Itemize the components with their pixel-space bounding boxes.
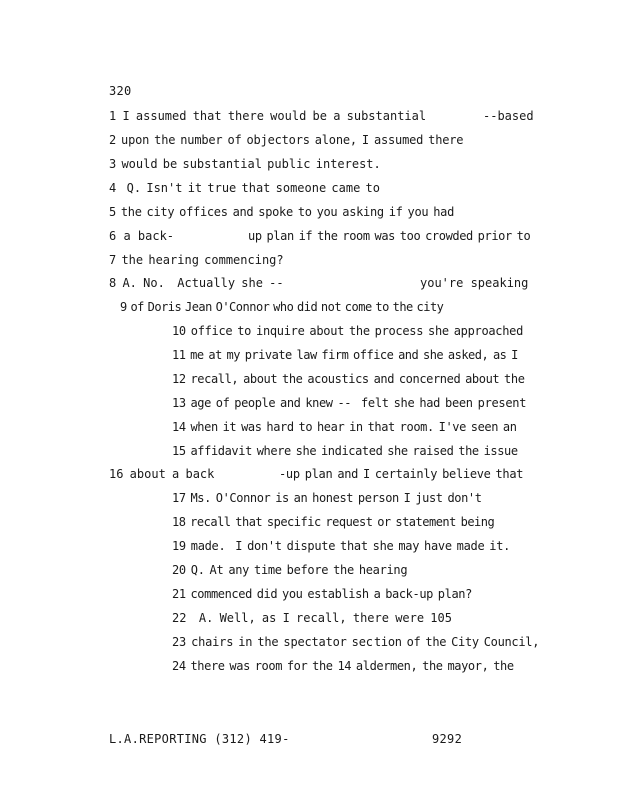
line-1: 1 I assumed that there would be a substantial: [109, 109, 427, 123]
line-11: 11 me at my private law firm office and she asked, as I: [172, 348, 518, 362]
line-4: 4 Q. Isn't it true that someone came to: [109, 181, 380, 195]
line-3: 3 would be substantial public interest.: [109, 157, 381, 171]
line-20: 20 Q. At any time before the hearing: [172, 563, 408, 577]
line-5: 5 the city offices and spoke to you asking if you had: [109, 205, 455, 219]
page-number: 320: [109, 84, 132, 98]
line-8: 8 A. No. Actually she --: [109, 276, 284, 290]
line-21: 21 commenced did you establish a back-up plan?: [172, 587, 472, 601]
line-12: 12 recall, about the acoustics and concerned about the: [172, 372, 525, 386]
line-18: 18 recall that specific request or statement being: [172, 515, 495, 529]
line-17: 17 Ms. O'Connor is an honest person I just don't: [172, 491, 482, 505]
line-23: 23 chairs in the spectator sec: [172, 635, 373, 649]
line-14: 14 when it was hard to hear in that room. I've seen an: [172, 420, 517, 434]
line-24: 24 there was room for the 14 aldermen, the mayor, the: [172, 659, 514, 673]
line-16: 16 about a back: [109, 467, 215, 481]
line-19: 19 made. I don't dispute that she may have made it.: [172, 539, 511, 553]
line-6: 6 a back-: [109, 229, 175, 243]
footer-phone-suffix: 9292: [432, 732, 463, 746]
line-7: 7 the hearing commencing?: [109, 253, 284, 267]
line-1-continued: --based: [483, 109, 534, 123]
line-9: 9 of Doris Jean O'Connor who did not come to the city: [120, 300, 444, 314]
line-10: 10 office to inquire about the process she approached: [172, 324, 524, 338]
line-15: 15 affidavit where she indicated she raised the issue: [172, 444, 518, 458]
line-6-continued: up plan if the room was too crowded prior to: [248, 229, 531, 243]
line-13: 13 age of people and knew --: [172, 396, 352, 410]
line-22: 22 A. Well, as I recall, there were 105: [172, 611, 452, 625]
line-2: 2 upon the number of objectors alone, I assumed there: [109, 133, 464, 147]
footer-reporter: L.A.REPORTING (312) 419-: [109, 732, 290, 746]
line-23-continued: tion of the City Council,: [374, 635, 540, 649]
line-16-continued: -up plan and I certainly believe that: [279, 467, 524, 481]
line-13-continued: felt she had been present: [361, 396, 527, 410]
line-8-continued: you're speaking: [420, 276, 529, 290]
